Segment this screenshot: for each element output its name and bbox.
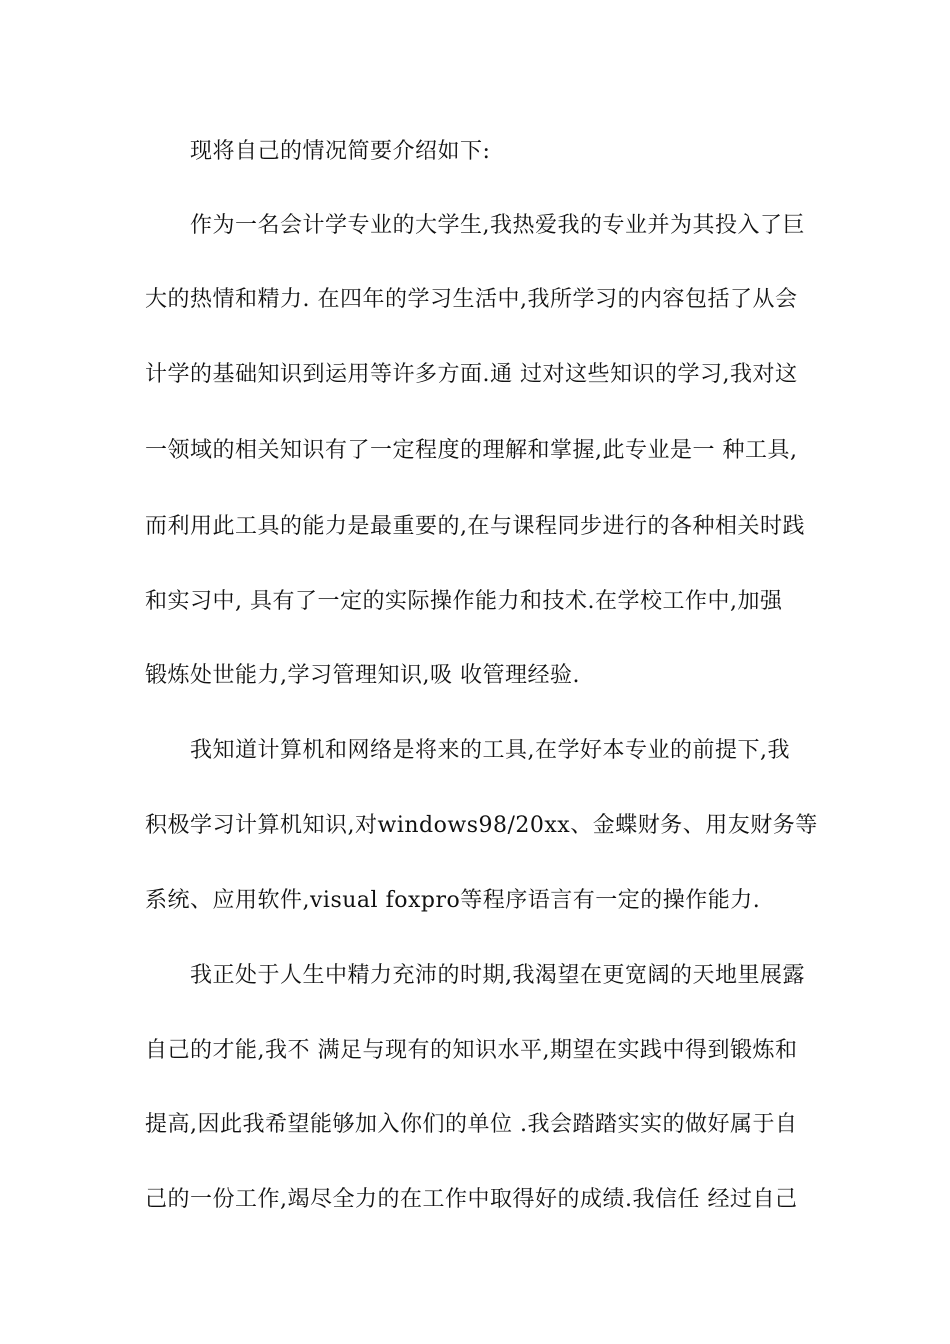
paragraph-line: 作为一名会计学专业的大学生,我热爱我的专业并为其投入了巨 [190, 213, 805, 238]
paragraph-line: 提高,因此我希望能够加入你们的单位 .我会踏踏实实的做好属于自 [145, 1112, 798, 1137]
paragraph-line: 现将自己的情况简要介绍如下: [190, 139, 491, 164]
paragraph-line: 积极学习计算机知识,对windows98/20xx、金蝶财务、用友财务等 [145, 813, 818, 838]
paragraph-line: 己的一份工作,竭尽全力的在工作中取得好的成绩.我信任 经过自己 [145, 1187, 798, 1212]
paragraph-line: 而利用此工具的能力是最重要的,在与课程同步进行的各种相关时践 [145, 514, 805, 539]
paragraph-line: 和实习中, 具有了一定的实际操作能力和技术.在学校工作中,加强 [145, 589, 783, 614]
paragraph-line: 大的热情和精力. 在四年的学习生活中,我所学习的内容包括了从会 [145, 287, 798, 312]
paragraph-line: 系统、应用软件,visual foxpro等程序语言有一定的操作能力. [145, 888, 761, 913]
paragraph-line: 自己的才能,我不 满足与现有的知识水平,期望在实践中得到锻炼和 [145, 1038, 798, 1063]
paragraph-line: 一领域的相关知识有了一定程度的理解和掌握,此专业是一 种工具, [145, 438, 798, 463]
paragraph-line: 计学的基础知识到运用等许多方面.通 过对这些知识的学习,我对这 [145, 362, 798, 387]
paragraph-line: 我正处于人生中精力充沛的时期,我渴望在更宽阔的天地里展露 [190, 963, 805, 988]
paragraph-line: 我知道计算机和网络是将来的工具,在学好本专业的前提下,我 [190, 738, 790, 763]
paragraph-line: 锻炼处世能力,学习管理知识,吸 收管理经验. [145, 663, 580, 688]
